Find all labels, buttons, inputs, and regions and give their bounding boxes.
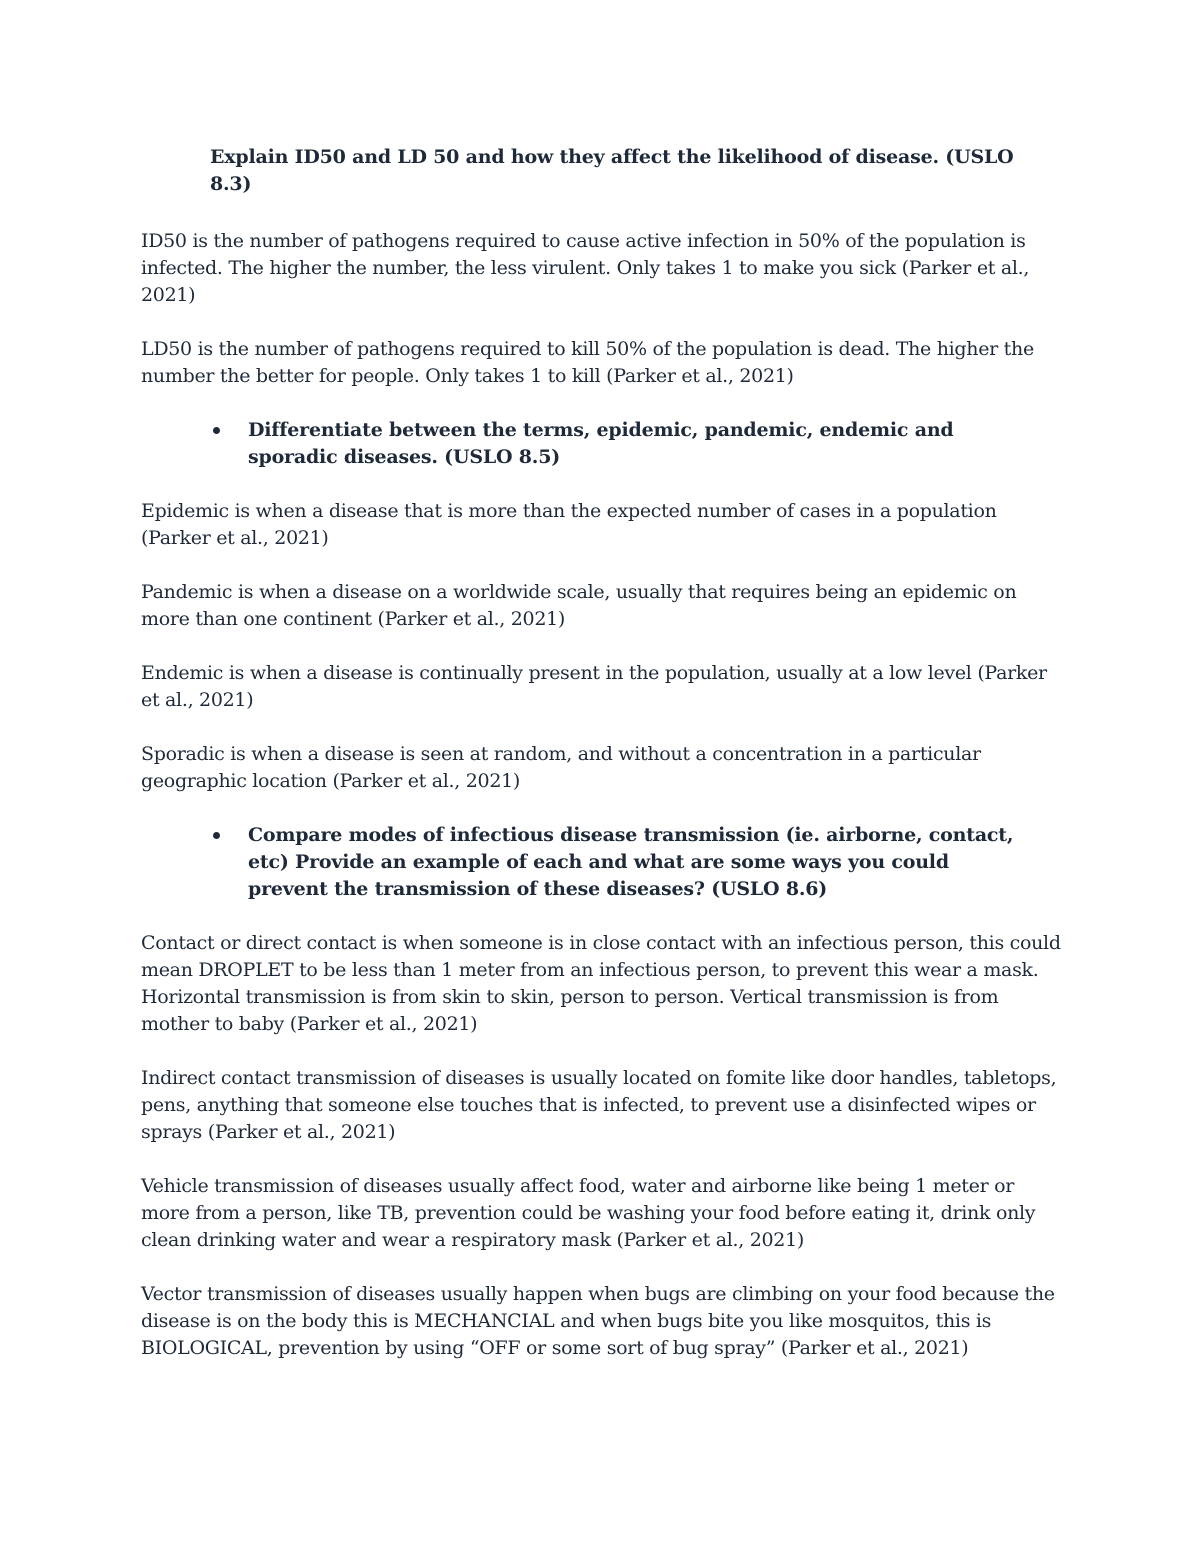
bullet-question-uslo-8-5 [141, 417, 1061, 471]
paragraph-pandemic: Pandemic is when a disease on a worldwide scale, usually that requires being an epidemic on more than one continent (Parker et al., 2021) [141, 581, 1017, 630]
bullet-question-uslo-8-6 [141, 822, 1061, 903]
bullet-icon [213, 832, 220, 839]
bullet-text: Compare modes of infectious disease transmission (ie. airborne, contact, etc) Provide an example of each and what are some ways you could prevent the transmission of these diseases? (USLO 8.6) [248, 824, 1014, 900]
document-heading: Explain ID50 and LD 50 and how they affect the likelihood of disease. (USLO 8.3) [210, 146, 1014, 195]
paragraph-indirect-contact: Indirect contact transmission of diseases is usually located on fomite like door handles, tabletops, pens, anything that someone else touches that is infected, to prevent use a disinfected wipes or sprays (Parker et al., 2021) [141, 1067, 1057, 1143]
paragraph-sporadic: Sporadic is when a disease is seen at random, and without a concentration in a particular geographic location (Parker et al., 2021) [141, 743, 981, 792]
bullet-icon [213, 427, 220, 434]
paragraph-epidemic: Epidemic is when a disease that is more than the expected number of cases in a population (Parker et al., 2021) [141, 500, 997, 549]
paragraph-endemic: Endemic is when a disease is continually present in the population, usually at a low level (Parker et al., 2021) [141, 662, 1047, 711]
bullet-text: Differentiate between the terms, epidemic, pandemic, endemic and sporadic diseases. (USLO 8.5) [248, 419, 954, 468]
paragraph-direct-contact: Contact or direct contact is when someone is in close contact with an infectious person, this could mean DROPLET to be less than 1 meter from an infectious person, to prevent this wear a mask. Horizontal transmission is from skin to skin, person to person. Vertical transmission is from mother to baby (Parker et al., 2021) [141, 932, 1061, 1035]
paragraph-id50: ID50 is the number of pathogens required to cause active infection in 50% of the population is infected. The higher the number, the less virulent. Only takes 1 to make you sick (Parker et al., 2021) [141, 230, 1030, 306]
document-page [141, 144, 1061, 1389]
paragraph-vector: Vector transmission of diseases usually happen when bugs are climbing on your food because the disease is on the body this is MECHANCIAL and when bugs bite you like mosquitos, this is BIOLOGICAL, prevention by using “OFF or some sort of bug spray” (Parker et al., 2021) [141, 1283, 1055, 1359]
paragraph-ld50: LD50 is the number of pathogens required to kill 50% of the population is dead. The higher the number the better for people. Only takes 1 to kill (Parker et al., 2021) [141, 338, 1034, 387]
paragraph-vehicle: Vehicle transmission of diseases usually affect food, water and airborne like being 1 meter or more from a person, like TB, prevention could be washing your food before eating it, drink only clean drinking water and wear a respiratory mask (Parker et al., 2021) [141, 1175, 1036, 1251]
